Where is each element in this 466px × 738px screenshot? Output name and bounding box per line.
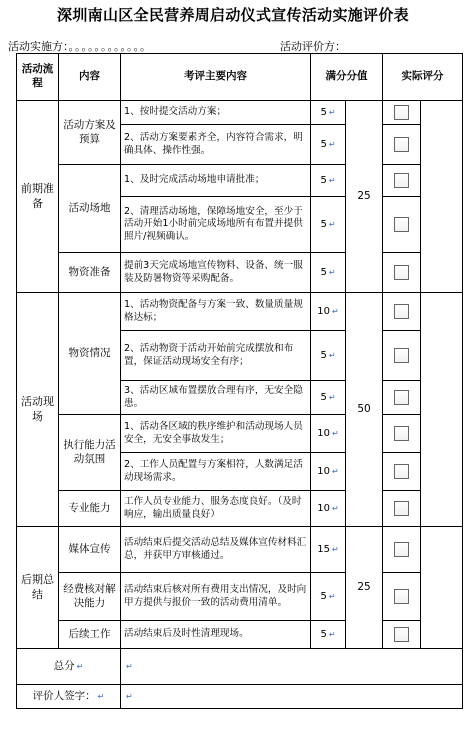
actual-score-input[interactable] — [383, 453, 421, 491]
score-cell: 5 ↵ — [311, 381, 346, 415]
actual-score-input[interactable] — [383, 101, 421, 125]
group-score-cell: 50 — [346, 293, 383, 527]
stage-cell: 活动现场 — [17, 293, 59, 527]
group-actual-input[interactable] — [421, 293, 463, 527]
criteria-cell: 3、活动区域布置摆放合理有序，无安全隐患。 — [121, 381, 311, 415]
criteria-cell: 2、清理活动场地，保障场地安全，至少于活动开始1小时前完成场地所有布置并提供照片/视频确认。 — [121, 197, 311, 253]
header-row — [17, 54, 463, 101]
content-cell: 活动场地 — [59, 165, 121, 253]
score-cell: 5 ↵ — [311, 197, 346, 253]
total-label: 总分 ↵ — [17, 649, 121, 685]
header-criteria: 考评主要内容 — [121, 54, 311, 101]
group-score-cell: 25 — [346, 101, 383, 293]
evaluator-label: 活动评价方： — [280, 40, 346, 53]
criteria-cell: 2、工作人员配置与方案相符，人数满足活动现场需求。 — [121, 453, 311, 491]
table-row — [17, 101, 463, 125]
table-row — [17, 491, 463, 527]
header-content: 内容 — [59, 54, 121, 101]
header-stage: 活动流程 — [17, 54, 59, 101]
criteria-cell: 工作人员专业能力、服务态度良好。（及时响应，输出质量良好） — [121, 491, 311, 527]
score-cell: 15 ↵ — [311, 527, 346, 573]
criteria-cell: 1、活动物资配备与方案一致、数量质量规格达标； — [121, 293, 311, 331]
content-cell: 媒体宣传 — [59, 527, 121, 573]
stage-cell: 前期准备 — [17, 101, 59, 293]
score-cell: 5 ↵ — [311, 331, 346, 381]
implementer-label: 活动实施方： — [8, 40, 69, 53]
group-actual-input[interactable] — [421, 101, 463, 293]
criteria-cell: 活动结束后核对所有费用支出情况，及时向甲方提供与报价一致的活动费用清单。 — [121, 573, 311, 621]
table-row — [17, 293, 463, 331]
page-title: 深圳南山区全民营养周启动仪式宣传活动实施评价表 — [57, 6, 409, 24]
actual-score-input[interactable] — [383, 621, 421, 649]
implementer-line — [8, 38, 152, 54]
header-full-score: 满分分值 — [311, 54, 383, 101]
score-cell: 10 ↵ — [311, 491, 346, 527]
header-actual-score: 实际评分 — [383, 54, 463, 101]
signature-label: 评价人签字： ↵ — [17, 685, 121, 709]
table-row — [17, 573, 463, 621]
implementer-dots: 。。。。。。。。。。。。 — [68, 40, 152, 53]
stage-cell: 后期总结 — [17, 527, 59, 649]
content-cell: 后续工作 — [59, 621, 121, 649]
criteria-cell: 1、按时提交活动方案； — [121, 101, 311, 125]
content-cell: 活动方案及预算 — [59, 101, 121, 165]
table-row — [17, 621, 463, 649]
total-row — [17, 649, 463, 685]
actual-score-input[interactable] — [383, 197, 421, 253]
criteria-cell: 1、活动各区域的秩序维护和活动现场人员安全，无安全事故发生； — [121, 415, 311, 453]
actual-score-input[interactable] — [383, 293, 421, 331]
criteria-cell: 活动结束后及时性清理现场。 — [121, 621, 311, 649]
total-input[interactable]: ↵ — [121, 649, 463, 685]
content-cell: 物资准备 — [59, 253, 121, 293]
criteria-cell: 提前3天完成场地宣传物料、设备、统一服装及防暑物资等采购配备。 — [121, 253, 311, 293]
actual-score-input[interactable] — [383, 415, 421, 453]
actual-score-input[interactable] — [383, 253, 421, 293]
criteria-cell: 2、活动方案要素齐全，内容符合需求，明确具体、操作性强。 — [121, 125, 311, 165]
score-cell: 5 ↵ — [311, 253, 346, 293]
content-cell: 执行能力活动氛围 — [59, 415, 121, 491]
table-row — [17, 253, 463, 293]
score-cell: 5 ↵ — [311, 621, 346, 649]
score-cell: 5 ↵ — [311, 125, 346, 165]
table-row — [17, 527, 463, 573]
actual-score-input[interactable] — [383, 165, 421, 197]
actual-score-input[interactable] — [383, 331, 421, 381]
score-cell: 5 ↵ — [311, 101, 346, 125]
signature-input[interactable]: ↵ — [121, 685, 463, 709]
actual-score-input[interactable] — [383, 573, 421, 621]
content-cell: 物资情况 — [59, 293, 121, 415]
group-actual-input[interactable] — [421, 527, 463, 649]
group-score-cell: 25 — [346, 527, 383, 649]
criteria-cell: 活动结束后提交活动总结及媒体宣传材料汇总，并获甲方审核通过。 — [121, 527, 311, 573]
criteria-cell: 1、及时完成活动场地申请批准； — [121, 165, 311, 197]
score-cell: 5 ↵ — [311, 165, 346, 197]
table-row — [17, 165, 463, 197]
score-cell: 5 ↵ — [311, 573, 346, 621]
criteria-cell: 2、活动物资于活动开始前完成摆放和布置，保证活动现场安全有序； — [121, 331, 311, 381]
score-cell: 10 ↵ — [311, 415, 346, 453]
actual-score-input[interactable] — [383, 527, 421, 573]
actual-score-input[interactable] — [383, 491, 421, 527]
actual-score-input[interactable] — [383, 125, 421, 165]
score-cell: 10 ↵ — [311, 453, 346, 491]
table-row — [17, 415, 463, 453]
content-cell: 经费核对解决能力 — [59, 573, 121, 621]
score-cell: 10 ↵ — [311, 293, 346, 331]
signature-row — [17, 685, 463, 709]
actual-score-input[interactable] — [383, 381, 421, 415]
evaluation-table — [16, 53, 463, 709]
content-cell: 专业能力 — [59, 491, 121, 527]
